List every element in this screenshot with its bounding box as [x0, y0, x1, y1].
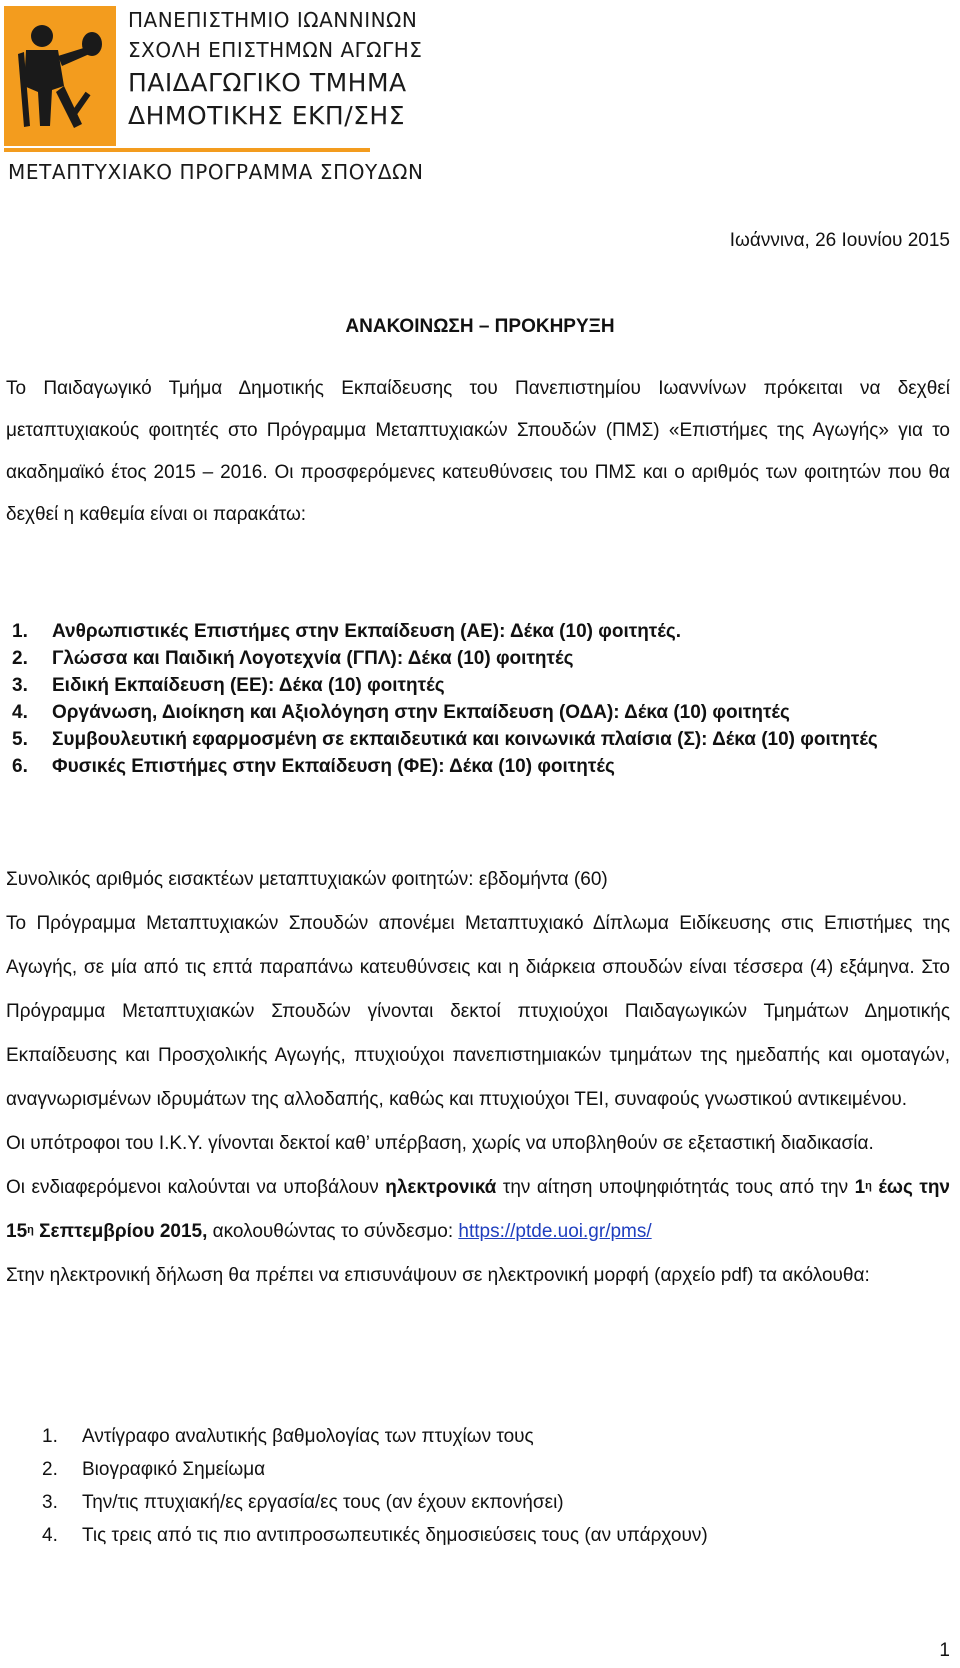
programme-name: ΜΕΤΑΠΤΥΧΙΑΚΟ ΠΡΟΓΡΑΜΜΑ ΣΠΟΥΔΩΝ [8, 160, 424, 184]
department-line-1: ΠΑΙΔΑΓΩΓΙΚΟ ΤΜΗΜΑ [128, 68, 407, 97]
documents-list [6, 1420, 950, 1552]
total-admissions: Συνολικός αριθμός εισακτέων μεταπτυχιακών φοιτητών: εβδομήντα (60) [6, 869, 608, 890]
list-item: 6. Φυσικές Επιστήμες στην Εκπαίδευση (ΦΕ): Δέκα (10) φοιτητές [12, 756, 615, 777]
letterhead-text [128, 8, 423, 130]
list-item: 4. Οργάνωση, Διοίκηση και Αξιολόγηση στην Εκπαίδευση (ΟΔΑ): Δέκα (10) φοιτητές [12, 702, 790, 723]
list-item: 1. Αντίγραφο αναλυτικής βαθμολογίας των πτυχίων τους [42, 1426, 534, 1447]
list-item: 4. Τις τρεις από τις πιο αντιπροσωπευτικές δημοσιεύσεις τους (αν υπάρχουν) [42, 1525, 708, 1546]
attachments-paragraph: Στην ηλεκτρονική δήλωση θα πρέπει να επισυνάψουν σε ηλεκτρονική μορφή (αρχείο pdf) τα ακόλουθα: [6, 1265, 870, 1286]
scholars-paragraph: Οι υπότροφοι του Ι.Κ.Υ. γίνονται δεκτοί καθ’ υπέρβαση, χωρίς να υποβληθούν σε εξεταστική διαδικασία. [6, 1133, 874, 1154]
department-line-2: ΔΗΜΟΤΙΚΗΣ ΕΚΠ/ΣΗΣ [128, 101, 406, 130]
application-paragraph: Οι ενδιαφερόμενοι καλούνται να υποβάλουν ηλεκτρονικά την αίτηση υποψηφιότητάς τους από την $1^\eta$ έως την $15^\eta$ Σεπτεμβρίου 2015, ακολουθώντας το σύνδεσμο: https://ptde.uoi.gr/pms/ [6, 1177, 950, 1242]
document-date: Ιωάννινα, 26 Ιουνίου 2015 [729, 230, 950, 251]
page-number: 1 [939, 1640, 950, 1661]
list-item: 1. Ανθρωπιστικές Επιστήμες στην Εκπαίδευση (ΑΕ): Δέκα (10) φοιτητές. [12, 621, 682, 642]
school-name: ΣΧΟΛΗ ΕΠΙΣΤΗΜΩΝ ΑΓΩΓΗΣ [128, 38, 423, 62]
list-item: 3. Την/τις πτυχιακή/ες εργασία/ες τους (αν έχουν εκπονήσει) [42, 1492, 564, 1513]
letterhead-rule [4, 148, 370, 152]
list-item: 5. Συμβουλευτική εφαρμοσμένη σε εκπαιδευτικά και κοινωνικά πλαίσια (Σ): Δέκα (10) φοιτητές [12, 729, 878, 750]
award-paragraph: Το Πρόγραμμα Μεταπτυχιακών Σπουδών απονέμει Μεταπτυχιακό Δίπλωμα Ειδίκευσης στις Επιστήμες της Αγωγής, σε μία από τις επτά παραπάνω κατευθύνσεις και η διάρκεια σπουδών είναι τέσσερα (4) εξάμηνα. Στο Πρόγραμμα Μεταπτυχιακών Σπουδών γίνονται δεκτοί πτυχιούχοι Παιδαγωγικών Τμημάτων Δημοτικής Εκπαίδευσης και Προσχολικής Αγωγής, πτυχιούχοι πανεπιστημιακών τμημάτων της ημεδαπής και ομοταγών, αναγνωρισμένων ιδρυμάτων της αλλοδαπής, καθώς και πτυχιούχοι ΤΕΙ, συναφούς γνωστικού αντικειμένου. [6, 913, 950, 1110]
directions-list [6, 618, 950, 780]
seated-figure-emblem-icon [4, 6, 116, 146]
list-item: 3. Ειδική Εκπαίδευση (ΕΕ): Δέκα (10) φοιτητές [12, 675, 445, 696]
list-item: 2. Βιογραφικό Σημείωμα [42, 1459, 266, 1480]
body-text [6, 858, 950, 1298]
university-logo [4, 6, 116, 146]
intro-paragraph: Το Παιδαγωγικό Τμήμα Δημοτικής Εκπαίδευσης του Πανεπιστημίου Ιωαννίνων πρόκειται να δεχθεί μεταπτυχιακούς φοιτητές στο Πρόγραμμα Μεταπτυχιακών Σπουδών (ΠΜΣ) «Επιστήμες της Αγωγής» για το ακαδημαϊκό έτος 2015 – 2016. Οι προσφερόμενες κατευθύνσεις του ΠΜΣ και ο αριθμός των φοιτητών που θα δεχθεί η καθεμία είναι οι παρακάτω: [6, 378, 950, 525]
application-link[interactable]: https://ptde.uoi.gr/pms/ [458, 1221, 652, 1242]
list-item: 2. Γλώσσα και Παιδική Λογοτεχνία (ΓΠΛ): Δέκα (10) φοιτητές [12, 648, 574, 669]
letterhead [4, 6, 424, 184]
document-title: ΑΝΑΚΟΙΝΩΣΗ – ΠΡΟΚΗΡΥΞΗ [345, 316, 615, 337]
university-name: ΠΑΝΕΠΙΣΤΗΜΙΟ ΙΩΑΝΝΙΝΩΝ [128, 8, 418, 32]
